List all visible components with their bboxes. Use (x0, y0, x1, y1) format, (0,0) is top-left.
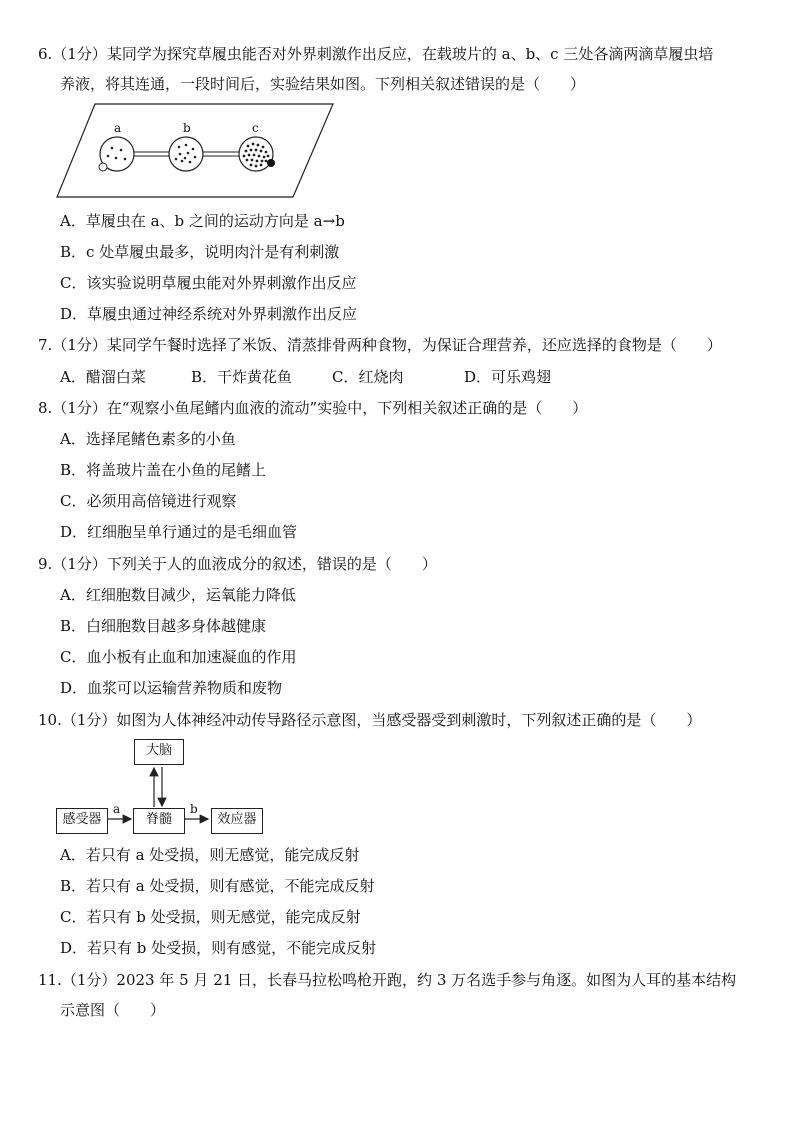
q6-stem-line2: 养液，将其连通，一段时间后，实验结果如图。下列相关叙述错误的是（ ） (60, 75, 586, 93)
meat-juice-drop-c (267, 159, 275, 167)
paramecium-slide-diagram (55, 103, 335, 198)
q8-option-c: C．必须用高倍镜进行观察 (60, 492, 237, 510)
q7-option-a: A．醋溜白菜 (60, 368, 146, 386)
q9-stem: 9.（1分）下列关于人的血液成分的叙述，错误的是（ ） (38, 555, 437, 573)
q9-option-a: A．红细胞数目减少，运氧能力降低 (60, 586, 296, 604)
q6-option-b: B．c 处草履虫最多，说明肉汁是有利刺激 (60, 243, 340, 261)
q11-stem-line2: 示意图（ ） (60, 1001, 166, 1019)
q6-option-c: C．该实验说明草履虫能对外界刺激作出反应 (60, 274, 357, 292)
brain-box: 大脑 (134, 739, 184, 765)
label-b: b (183, 121, 191, 135)
q9-option-c: C．血小板有止血和加速凝血的作用 (60, 648, 297, 666)
label-a: a (113, 802, 121, 816)
spinal-cord-box: 脊髓 (133, 808, 185, 834)
q6-option-d: D．草履虫通过神经系统对外界刺激作出反应 (60, 305, 358, 323)
q8-option-d: D．红细胞呈单行通过的是毛细血管 (60, 523, 298, 541)
q6-figure (55, 103, 335, 198)
label-b: b (190, 802, 198, 816)
label-a: a (114, 121, 122, 135)
q10-option-b: B．若只有 a 处受损，则有感觉，不能完成反射 (60, 877, 375, 895)
q10-neural-pathway-diagram (55, 738, 265, 834)
q8-stem: 8.（1分）在“观察小鱼尾鳍内血液的流动”实验中，下列相关叙述正确的是（ ） (38, 399, 588, 417)
q9-option-b: B．白细胞数目越多身体越健康 (60, 617, 267, 635)
q7-option-d: D．可乐鸡翅 (464, 368, 552, 386)
q11-stem-line1: 11.（1分）2023 年 5 月 21 日，长春马拉松鸣枪开跑，约 3 万名选手参与角逐。如图为人耳的基本结构 (38, 971, 737, 989)
salt-crystal-a (99, 163, 107, 171)
q6-option-a: A．草履虫在 a、b 之间的运动方向是 a→b (60, 212, 345, 230)
label-c: c (252, 121, 259, 135)
q9-option-d: D．血浆可以运输营养物质和废物 (60, 679, 283, 697)
drop-b (169, 137, 203, 171)
effector-box: 效应器 (211, 808, 263, 834)
q7-option-b: B．干炸黄花鱼 (191, 368, 293, 386)
q10-option-a: A．若只有 a 处受损，则无感觉，能完成反射 (60, 846, 360, 864)
q10-option-d: D．若只有 b 处受损，则有感觉，不能完成反射 (60, 939, 377, 957)
q10-stem: 10.（1分）如图为人体神经冲动传导路径示意图，当感受器受到刺激时，下列叙述正确的是（ ） (38, 711, 702, 729)
q8-option-a: A．选择尾鳍色素多的小鱼 (60, 430, 236, 448)
receptor-box: 感受器 (56, 808, 108, 834)
q7-option-c: C．红烧肉 (332, 368, 404, 386)
q6-stem-line1: 6.（1分）某同学为探究草履虫能否对外界刺激作出反应，在载玻片的 a、b、c 三处各滴两滴草履虫培 (38, 45, 714, 63)
q10-option-c: C．若只有 b 处受损，则无感觉，能完成反射 (60, 908, 361, 926)
q7-stem: 7.（1分）某同学午餐时选择了米饭、清蒸排骨两种食物，为保证合理营养，还应选择的食物是（ ） (38, 336, 722, 354)
q8-option-b: B．将盖玻片盖在小鱼的尾鳍上 (60, 461, 267, 479)
